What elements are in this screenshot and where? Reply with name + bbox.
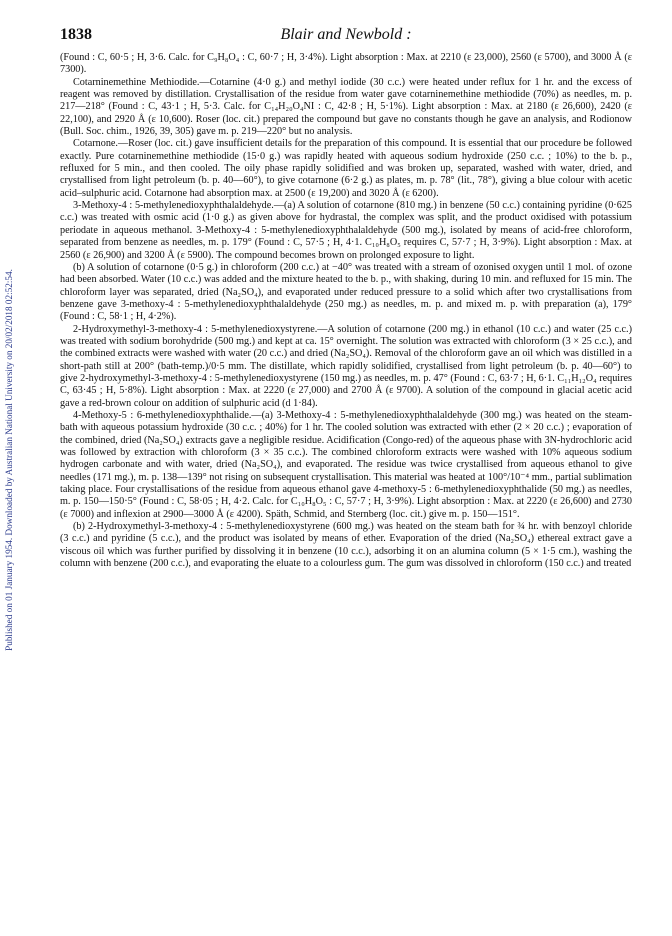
page-header bbox=[60, 26, 632, 52]
margin-note-text: Published on 01 January 1954. Downloaded by Australian National University on 20/02/2018 02:52:54. bbox=[4, 269, 14, 651]
paragraph: (b) A solution of cotarnone (0·5 g.) in chloroform (200 c.c.) at −40° was treated with a stream of ozonised oxygen until 1 mol. of ozone had been absorbed. Water (10 c.c.) was added and the mixture heated to the b. p., with shaking, during 10 min. and refluxed for 15 min. The chloroform layer was separated, dried (Na₂SO₄), and evaporated under reduced pressure to a solid which after two crystallisations from benzene gave 3-methoxy-4 : 5-methylenedioxyphthalaldehyde (250 mg.) as needles, m. p. and mixed m. p. with preparation (a), 179° (Found : C, 58·1 ; H, 4·2%). bbox=[60, 261, 632, 323]
paragraph: Cotarninemethine Methiodide.—Cotarnine (4·0 g.) and methyl iodide (30 c.c.) were heated under reflux for 1 hr. and the excess of reagent was removed by distillation. Crystallisation of the residue from water gave cotarninemethine methiodide (70%) as needles, m. p. 217—218° (Found : C, 43·1 ; H, 5·3. Calc. for C₁₄H₂₀O₄NI : C, 42·8 ; H, 5·1%). Light absorption : Max. at 2180 (ε 26,600), 2420 (ε 22,100), and 2920 Å (ε 10,600). Roser (loc. cit.) prepared the compound but gave no constants though he gave an analysis, and Rodionow (Bull. Soc. chim., 1926, 39, 305) gave m. p. 219—220° but no analysis. bbox=[60, 76, 632, 138]
paragraph: 3-Methoxy-4 : 5-methylenedioxyphthalaldehyde.—(a) A solution of cotarnone (810 mg.) in benzene (50 c.c.) containing pyridine (0·625 c.c.) was treated with osmic acid (1·0 g.) as given above for hydrastal, the complex was split, and the product oxidised with potassium periodate in aqueous methanol. 3-Methoxy-4 : 5-methylenedioxyphthalaldehyde (500 mg.), isolated by means of acid-free chloroform, separated from benzene as needles, m. p. 179° (Found : C, 57·5 ; H, 4·1. C₁₀H₈O₅ requires C, 57·7 ; H, 3·9%). Light absorption : Max. at 2560 (ε 26,900) and 3200 Å (ε 5900). The compound becomes brown on prolonged exposure to light. bbox=[60, 200, 632, 261]
paragraph: 2-Hydroxymethyl-3-methoxy-4 : 5-methylenedioxystyrene.—A solution of cotarnone (200 mg.) in ethanol (10 c.c.) and water (25 c.c.) was treated with sodium borohydride (500 mg.) and kept at ca. 15° overnight. The solution was extracted with chloroform (3 × 25 c.c.), and the combined extracts were washed with water (20 c.c.) and dried (Na₂SO₄). Removal of the chloroform gave an oil which was distilled in a short-path still at 200° (bath-temp.)/0·5 mm. The distillate, which rapidly solidified, crystallised from light petroleum (b. p. 40—60°) to give 2-hydroxymethyl-3-methoxy-4 : 5-methylenedioxystyrene (150 mg.) as needles, m. p. 47° (Found : C, 63·7 ; H, 6·1. C₁₁H₁₂O₄ requires C, 63·45 ; H, 5·8%). Light absorption : Max. at 2220 (ε 27,000) and 2700 Å (ε 9700). A solution of the compound in glacial acetic acid gave a red-brown colour on addition of sulphuric acid (d 1·84). bbox=[60, 323, 632, 409]
paragraph: (b) 2-Hydroxymethyl-3-methoxy-4 : 5-methylenedioxystyrene (600 mg.) was heated on the steam bath for ¾ hr. with benzoyl chloride (3 c.c.) and pyridine (5 c.c.), and the product was isolated by means of ether. Evaporation of the dried (Na₂SO₄) ethereal extract gave a viscous oil which was further purified by dissolving it in benzene (10 c.c.), adsorbing it on an alumina column (5 × 1·5 cm.), washing the column with benzene (200 c.c.), and evaporating the eluate to a colourless gum. The gum was dissolved in chloroform (150 c.c.) and treated bbox=[60, 521, 632, 570]
page-number: 1838 bbox=[60, 26, 92, 43]
paragraph: Cotarnone.—Roser (loc. cit.) gave insufficient details for the preparation of this compound. It is essential that our procedure be followed exactly. Pure cotarninemethine methiodide (15·0 g.) was rapidly heated with aqueous sodium hydroxide (250 c.c. ; 10%) to the b. p., refluxed for 5 min., and then cooled. The oily phase rapidly solidified and was broken up, separated, washed with water, dried, and crystallised from light petroleum (b. p. 40—60°), to give cotarnone (6·2 g.) as plates, m. p. 78° (lit., 78°), giving a blue colour with acetic acid–sulphuric acid. Cotarnone had absorption max. at 2500 (ε 19,200) and 3020 Å (ε 6200). bbox=[60, 138, 632, 199]
paper-page bbox=[60, 26, 632, 570]
margin-note bbox=[4, 140, 16, 780]
running-title: Blair and Newbold : bbox=[280, 26, 412, 43]
paragraph: 4-Methoxy-5 : 6-methylenedioxyphthalide.—(a) 3-Methoxy-4 : 5-methylenedioxyphthalaldehyde (300 mg.) was heated on the steam-bath with aqueous potassium hydroxide (30 c.c. ; 40%) for 1 hr. The cooled solution was extracted with ether (2 × 20 c.c.) ; evaporation of the combined, dried (Na₂SO₄) extracts gave a negligible residue. Acidification (Congo-red) of the aqueous phase with 3N-hydrochloric acid was followed by extraction with chloroform (3 × 35 c.c.). The combined chloroform extracts were washed with 10% aqueous sodium hydrogen carbonate and with water, dried (Na₂SO₄), and evaporated. The residue was twice crystallised from aqueous ethanol to give needles (171 mg.), m. p. 138—139° not rising on subsequent crystallisation. This material was heated at 100°/10⁻⁴ mm., partial sublimation taking place. Four crystallisations of the residue from aqueous ethanol gave 4-methoxy-5 : 6-methylenedioxyphthalide (50 mg.) as needles, m. p. 150—150·5° (Found : C, 58·05 ; H, 4·2. Calc. for C₁₀H₈O₅ : C, 57·7 ; H, 3·9%). Light absorption : Max. at 2220 (ε 26,600) and 2730 (ε 7000) and inflexion at 2900—3000 Å (ε 4200). Späth, Schmid, and Sternberg (loc. cit.) give m. p. 150—151°. bbox=[60, 409, 632, 520]
paragraph: (Found : C, 60·5 ; H, 3·6. Calc. for C₉H₈O₄ : C, 60·7 ; H, 3·4%). Light absorption : Max. at 2210 (ε 23,000), 2560 (ε 5700), and 3000 Å (ε 7300). bbox=[60, 52, 632, 76]
body-text bbox=[60, 52, 632, 570]
